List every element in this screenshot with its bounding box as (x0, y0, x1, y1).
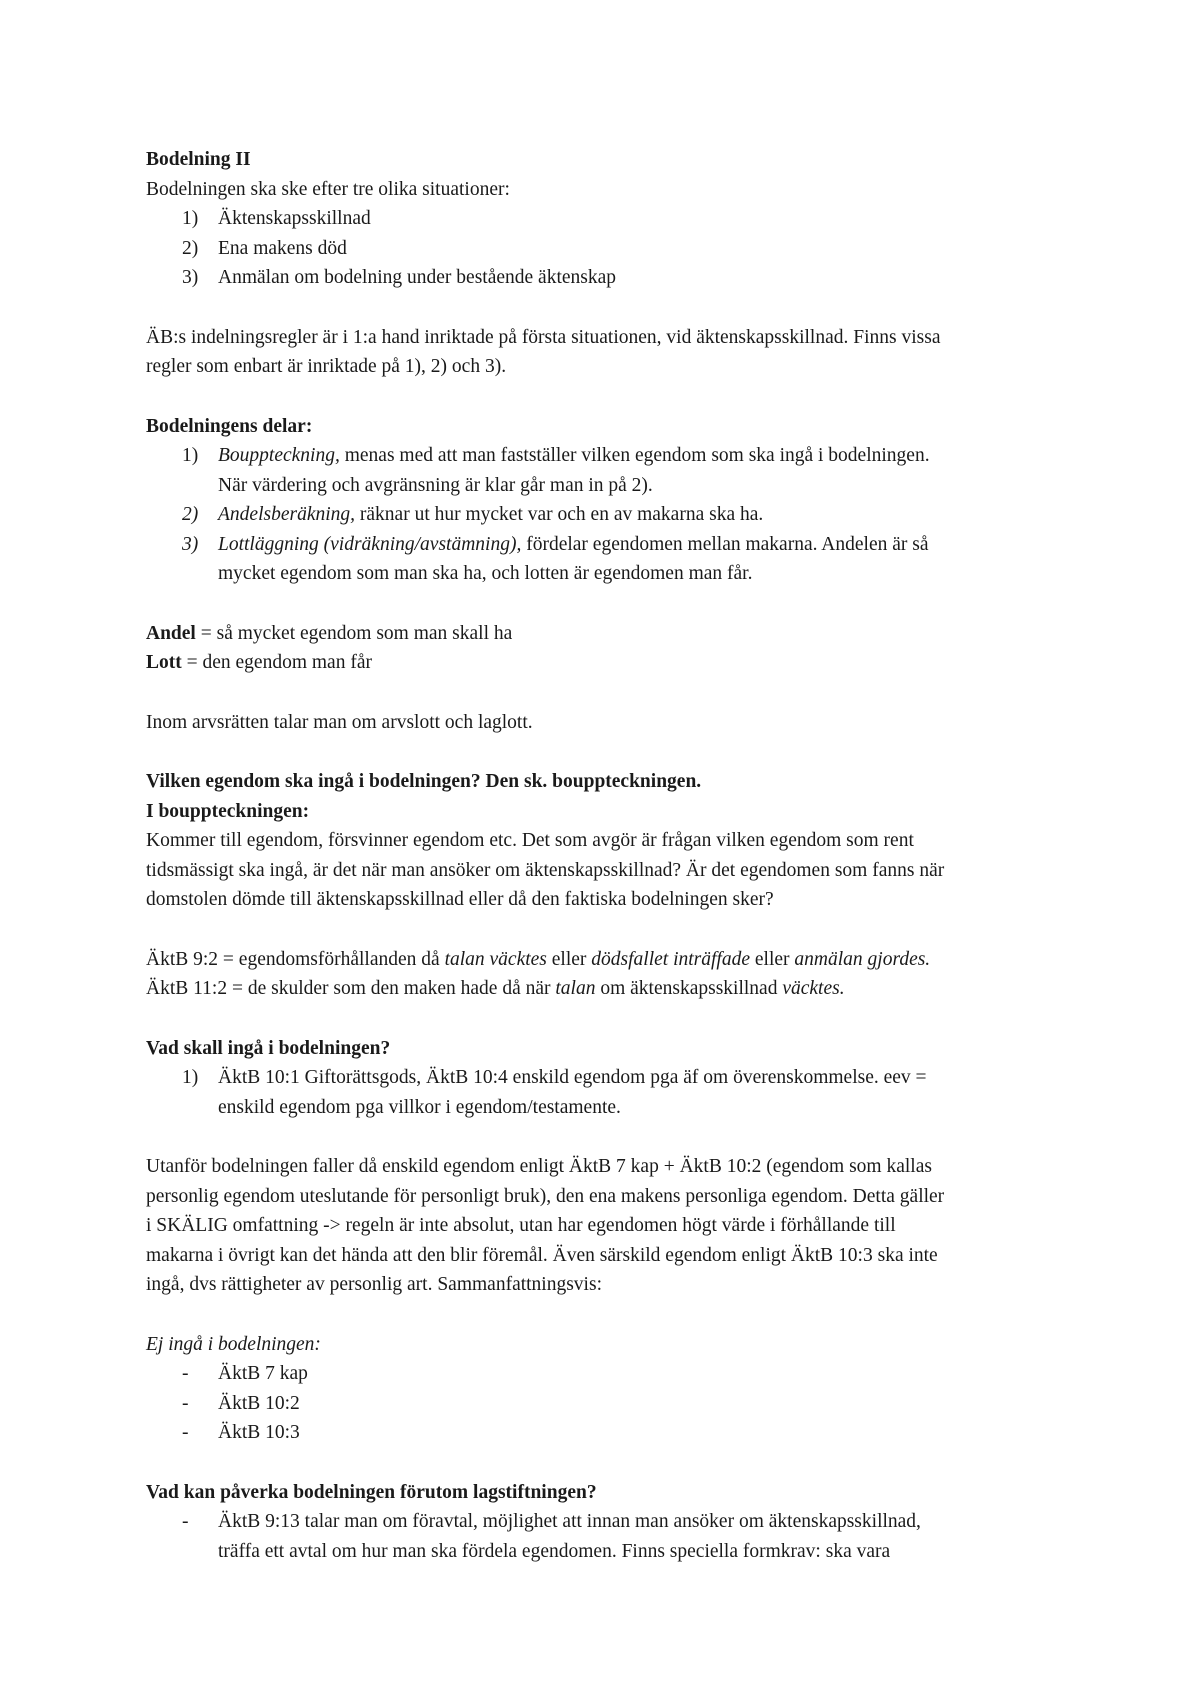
text-run: om äktenskapsskillnad (595, 978, 783, 999)
paragraph-line: i SKÄLIG omfattning -> regeln är inte absolut, utan har egendomen högt värde i förhållande till (146, 1215, 896, 1236)
section-title: Bodelningens delar: (146, 415, 313, 437)
list-item-text: räknar ut hur mycket var och en av makarna ska ha. (355, 504, 764, 525)
paragraph-line: Utanför bodelningen faller då enskild egendom enligt ÄktB 7 kap + ÄktB 10:2 (egendom som kallas (146, 1156, 932, 1177)
section-title: Vad kan påverka bodelningen förutom lagstiftningen? (146, 1481, 597, 1503)
term: Lott (146, 652, 182, 673)
document-page (146, 145, 1076, 1566)
text-run: eller (546, 948, 592, 970)
list-item-continuation: När värdering och avgränsning är klar går man in på 2). (218, 474, 653, 496)
paragraph-line: ingå, dvs rättigheter av personlig art. Sammanfattningsvis: (146, 1274, 602, 1295)
list-item (146, 500, 1076, 530)
aktb-11-2-line (146, 974, 1076, 1004)
dash-bullet: - (182, 1363, 189, 1384)
emphasis: talan (555, 978, 596, 999)
definition-lott (146, 648, 1076, 678)
intro-text: Bodelningen ska ske efter tre olika situationer: (146, 178, 510, 200)
list-number: 2) (182, 504, 199, 525)
emphasis: dödsfallet inträffade (591, 948, 751, 970)
situations-list (146, 204, 1076, 293)
list-item (146, 234, 1076, 264)
list-item (146, 1359, 1076, 1389)
term: Bouppteckning, (218, 445, 340, 466)
list-item (146, 441, 1076, 500)
italic-heading: Ej ingå i bodelningen: (146, 1333, 321, 1355)
section-subtitle: I bouppteckningen: (146, 800, 310, 822)
list-item-text: ÄktB 10:3 (218, 1422, 300, 1443)
list-item (146, 263, 1076, 293)
list-item (146, 204, 1076, 234)
list-item-text: Anmälan om bodelning under bestående äktenskap (218, 267, 617, 288)
term: Andelsberäkning, (218, 504, 356, 525)
paragraph-line: Inom arvsrätten talar man om arvslott och laglott. (146, 711, 533, 733)
paragraph-line: ÄB:s indelningsregler är i 1:a hand inriktade på första situationen, vid äktenskapsskillnad. Finns vissa (146, 326, 941, 348)
aktb-9-2-line (146, 945, 1076, 975)
include-list (146, 1063, 1076, 1122)
list-item-text: menas med att man fastställer vilken egendom som ska ingå i bodelningen. (339, 445, 930, 466)
text-run: ÄktB 9:2 = egendomsförhållanden då (146, 948, 445, 970)
list-item-continuation: mycket egendom som man ska ha, och lotten är egendomen man får. (218, 563, 753, 584)
list-item-continuation: enskild egendom pga villkor i egendom/testamente. (218, 1096, 621, 1118)
paragraph-line: tidsmässigt ska ingå, är det när man ansöker om äktenskapsskillnad? Är det egendomen som fanns när (146, 859, 945, 881)
list-item-continuation: träffa ett avtal om hur man ska fördela egendomen. Finns speciella formkrav: ska vara (218, 1540, 891, 1562)
definition-andel (146, 619, 1076, 649)
influence-list (146, 1507, 1076, 1566)
text-run: eller (750, 948, 795, 970)
emphasis: väcktes. (782, 978, 845, 999)
list-item (146, 1389, 1076, 1419)
list-item-text: Ena makens död (218, 237, 347, 259)
section-title: Bodelning II (146, 149, 251, 170)
dash-bullet: - (182, 1392, 189, 1414)
paragraph-line: regler som enbart är inriktade på 1), 2) och 3). (146, 356, 507, 377)
list-number: 3) (182, 533, 199, 555)
definition-text: = så mycket egendom som man skall ha (195, 622, 513, 644)
term: Lottläggning (vidräkning/avstämning), (218, 533, 522, 555)
emphasis: talan väcktes (444, 948, 547, 970)
paragraph-line: domstolen dömde till äktenskapsskillnad eller då den faktiska bodelningen sker? (146, 889, 774, 910)
emphasis: anmälan gjordes. (794, 948, 931, 970)
list-number: 2) (182, 237, 199, 259)
list-item-text: ÄktB 7 kap (218, 1363, 308, 1384)
definition-text: = den egendom man får (181, 652, 372, 673)
list-item (146, 1507, 1076, 1566)
paragraph-line: makarna i övrigt kan det hända att den blir föremål. Även särskild egendom enligt ÄktB 10:3 ska inte (146, 1244, 938, 1266)
paragraph-line: personlig egendom uteslutande för personligt bruk), den ena makens personliga egendom. Detta gäller (146, 1185, 945, 1207)
list-number: 1) (182, 208, 199, 229)
list-item-text: fördelar egendomen mellan makarna. Andelen är så (521, 533, 929, 555)
dash-bullet: - (182, 1511, 189, 1532)
section-title: Vilken egendom ska ingå i bodelningen? Den sk. bouppteckningen. (146, 771, 702, 792)
list-item (146, 530, 1076, 589)
term: Andel (146, 622, 196, 644)
paragraph-line: Kommer till egendom, försvinner egendom etc. Det som avgör är frågan vilken egendom som rent (146, 830, 914, 851)
list-item-text: ÄktB 9:13 talar man om föravtal, möjlighet att innan man ansöker om äktenskapsskillnad, (218, 1511, 921, 1532)
bodelning-parts-list (146, 441, 1076, 589)
list-number: 1) (182, 1067, 199, 1088)
list-item (146, 1063, 1076, 1122)
dash-bullet: - (182, 1422, 189, 1443)
exclusion-list (146, 1359, 1076, 1448)
list-item-text: ÄktB 10:1 Giftorättsgods, ÄktB 10:4 enskild egendom pga äf om överenskommelse. eev = (218, 1067, 927, 1088)
text-run: ÄktB 11:2 = de skulder som den maken hade då när (146, 978, 556, 999)
list-item-text: ÄktB 10:2 (218, 1392, 300, 1414)
list-number: 1) (182, 445, 199, 466)
list-item-text: Äktenskapsskillnad (218, 208, 371, 229)
list-number: 3) (182, 267, 199, 288)
section-title: Vad skall ingå i bodelningen? (146, 1037, 391, 1059)
list-item (146, 1418, 1076, 1448)
